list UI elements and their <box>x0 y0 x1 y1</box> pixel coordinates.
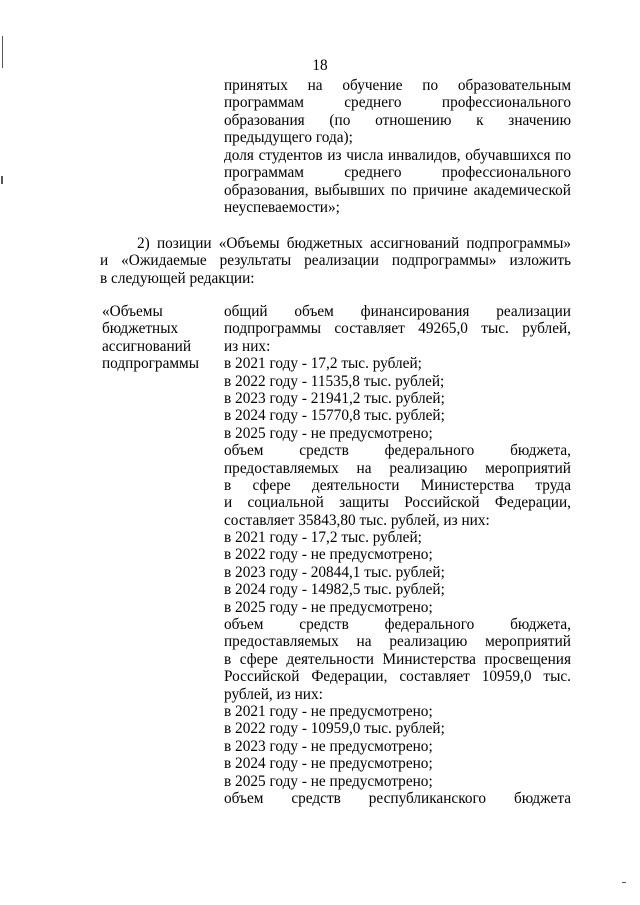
text-line: объем средств республиканского бюджета <box>224 789 571 807</box>
label-line: подпрограммы <box>102 355 200 373</box>
text-line: в 2025 году - не предусмотрено; <box>224 772 433 790</box>
text-line: в сфере деятельности Министерства просвещения <box>224 650 571 668</box>
list-item-continuation <box>224 77 571 147</box>
text-line: в 2022 году - 10959,0 тыс. рублей; <box>224 720 445 738</box>
text-line: образования, выбывших по причине академической <box>224 181 571 199</box>
text-line: и «Ожидаемые результаты реализации подпрограммы» изложить <box>100 252 571 270</box>
text-line: в 2023 году - 20844,1 тыс. рублей; <box>224 563 445 581</box>
table-label-cell <box>102 303 217 373</box>
text-line: 2) позиции «Объемы бюджетных ассигнований подпрограммы» <box>137 235 571 252</box>
scan-mark-left-mid <box>1 176 3 184</box>
text-line: неуспеваемости»; <box>224 199 340 217</box>
text-line: в 2025 году - не предусмотрено; <box>224 598 433 616</box>
text-line: в сфере деятельности Министерства труда <box>224 476 571 494</box>
text-line: в 2021 году - 17,2 тыс. рублей; <box>224 355 422 373</box>
text-line: предоставляемых на реализацию мероприятий <box>224 633 571 651</box>
text-line: Российской Федерации, составляет 10959,0 тыс. <box>224 668 571 686</box>
text-line: в 2025 году - не предусмотрено; <box>224 424 433 442</box>
text-line: в 2024 году - 15770,8 тыс. рублей; <box>224 407 445 425</box>
text-line: принятых на обучение по образовательным <box>224 77 571 94</box>
text-line: в 2024 году - не предусмотрено; <box>224 755 433 773</box>
text-line: в следующей редакции: <box>100 269 255 287</box>
text-line: из них: <box>224 337 271 355</box>
list-item-students-disabled <box>224 147 571 217</box>
page-number: 18 <box>312 57 328 74</box>
scan-mark-right-bottom <box>622 882 626 883</box>
label-line: бюджетных <box>102 320 179 338</box>
point-2-paragraph <box>100 235 571 287</box>
label-line: ассигнований <box>102 337 192 355</box>
text-line: общий объем финансирования реализации <box>224 303 571 320</box>
text-line: подпрограммы составляет 49265,0 тыс. рублей, <box>224 320 571 338</box>
text-line: в 2023 году - 21941,2 тыс. рублей; <box>224 389 445 407</box>
text-line: доля студентов из числа инвалидов, обучавшихся по <box>224 147 571 164</box>
text-line: в 2024 году - 14982,5 тыс. рублей; <box>224 581 445 599</box>
text-line: в 2022 году - 11535,8 тыс. рублей; <box>224 372 445 390</box>
text-line: программам среднего профессионального <box>224 164 571 182</box>
text-line: в 2022 году - не предусмотрено; <box>224 546 433 564</box>
label-line: «Объемы <box>102 303 163 320</box>
text-line: в 2023 году - не предусмотрено; <box>224 737 433 755</box>
text-line: объем средств федерального бюджета, <box>224 442 571 460</box>
table-content-cell <box>224 303 571 807</box>
text-line: в 2021 году - не предусмотрено; <box>224 702 433 720</box>
text-line: рублей, из них: <box>224 685 323 703</box>
text-line: и социальной защиты Российской Федерации, <box>224 494 571 512</box>
text-line: составляет 35843,80 тыс. рублей, из них: <box>224 511 490 529</box>
text-line: программам среднего профессионального <box>224 94 571 112</box>
text-line: в 2021 году - 17,2 тыс. рублей; <box>224 529 422 547</box>
text-line: объем средств федерального бюджета, <box>224 616 571 634</box>
text-line: предыдущего года); <box>224 129 353 147</box>
text-line: образования (по отношению к значению <box>224 111 571 129</box>
text-line: предоставляемых на реализацию мероприятий <box>224 459 571 477</box>
